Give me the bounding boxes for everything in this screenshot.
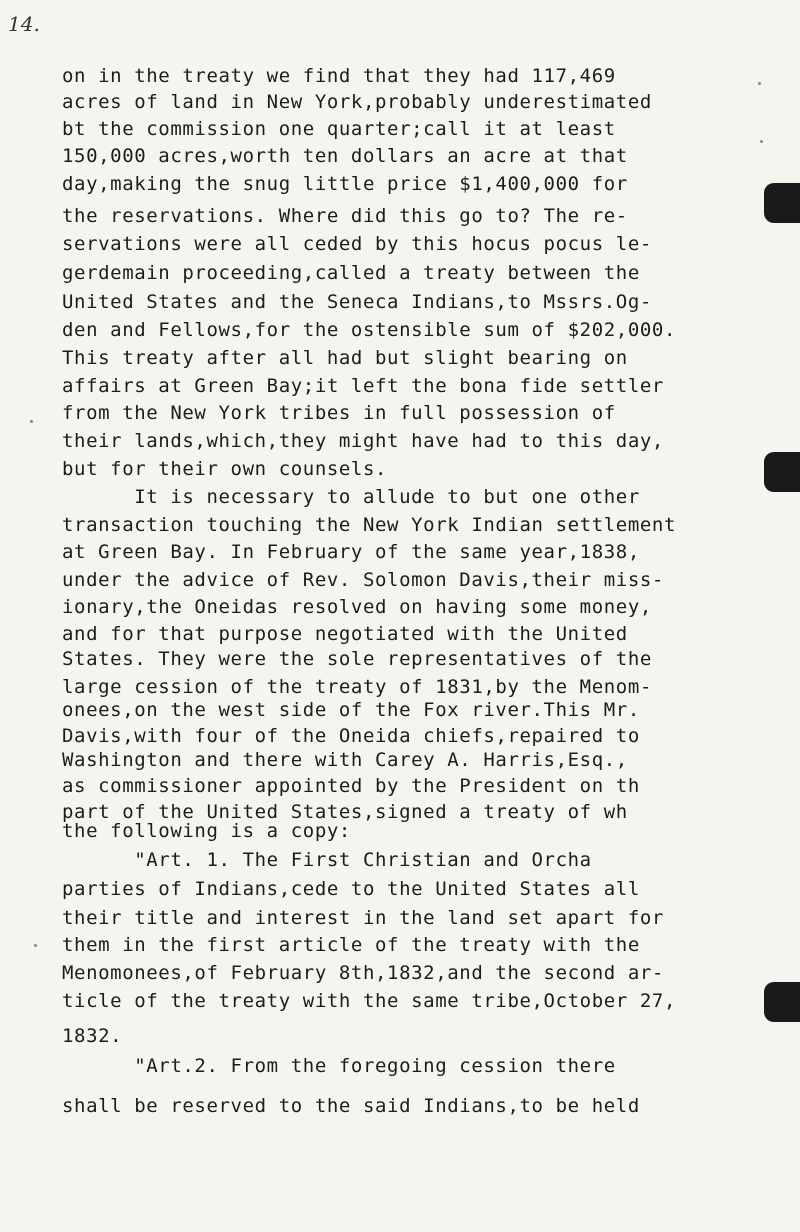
paper-speck: [34, 944, 37, 947]
text-line: acres of land in New York,probably underestimated: [62, 91, 652, 113]
text-line: on in the treaty we find that they had 117,469: [62, 65, 616, 87]
text-line: as commissioner appointed by the President on th: [62, 775, 640, 797]
text-line: their title and interest in the land set apart for: [62, 907, 664, 929]
text-line: ticle of the treaty with the same tribe,October 27,: [62, 990, 676, 1012]
text-line: 150,000 acres,worth ten dollars an acre at that: [62, 145, 628, 167]
text-line: parties of Indians,cede to the United States all: [62, 878, 640, 900]
text-line: at Green Bay. In February of the same year,1838,: [62, 541, 640, 563]
text-line: bt the commission one quarter;call it at least: [62, 118, 616, 140]
page-number: 14.: [8, 12, 40, 36]
text-line: from the New York tribes in full possession of: [62, 402, 616, 424]
text-line: Davis,with four of the Oneida chiefs,repaired to: [62, 725, 640, 747]
paper-speck: [758, 82, 761, 85]
text-line: their lands,which,they might have had to this day,: [62, 430, 664, 452]
text-line: 1832.: [62, 1025, 123, 1047]
text-line: servations were all ceded by this hocus pocus le-: [62, 233, 652, 255]
paper-speck: [760, 140, 763, 143]
text-line: It is necessary to allude to but one other: [62, 486, 640, 508]
text-line: Menomonees,of February 8th,1832,and the second ar-: [62, 962, 664, 984]
text-line: affairs at Green Bay;it left the bona fide settler: [62, 375, 664, 397]
text-line: transaction touching the New York Indian settlement: [62, 514, 676, 536]
text-line: ionary,the Oneidas resolved on having some money,: [62, 596, 652, 618]
text-line: large cession of the treaty of 1831,by the Menom-: [62, 676, 652, 698]
text-line: shall be reserved to the said Indians,to be held: [62, 1095, 640, 1117]
text-line: United States and the Seneca Indians,to Mssrs.Og-: [62, 291, 652, 313]
text-line: the following is a copy:: [62, 820, 351, 842]
text-line: the reservations. Where did this go to? The re-: [62, 205, 628, 227]
text-line: under the advice of Rev. Solomon Davis,their miss-: [62, 569, 664, 591]
text-line: but for their own counsels.: [62, 458, 388, 480]
text-line: them in the first article of the treaty with the: [62, 934, 640, 956]
text-line: "Art. 1. The First Christian and Orcha: [62, 849, 592, 871]
text-line: This treaty after all had but slight bearing on: [62, 347, 628, 369]
text-line: Washington and there with Carey A. Harris,Esq.,: [62, 749, 628, 771]
text-line: gerdemain proceeding,called a treaty between the: [62, 262, 640, 284]
text-line: part of the United States,signed a treaty of wh: [62, 801, 628, 823]
text-line: onees,on the west side of the Fox river.This Mr.: [62, 699, 640, 721]
text-line: and for that purpose negotiated with the United: [62, 623, 628, 645]
binding-hole-mark: [764, 183, 800, 223]
text-line: day,making the snug little price $1,400,000 for: [62, 173, 628, 195]
paper-speck: [30, 420, 33, 423]
binding-hole-mark: [764, 452, 800, 492]
binding-hole-mark: [764, 982, 800, 1022]
text-line: "Art.2. From the foregoing cession there: [62, 1055, 616, 1077]
text-line: den and Fellows,for the ostensible sum of $202,000.: [62, 319, 676, 341]
text-line: States. They were the sole representatives of the: [62, 648, 652, 670]
